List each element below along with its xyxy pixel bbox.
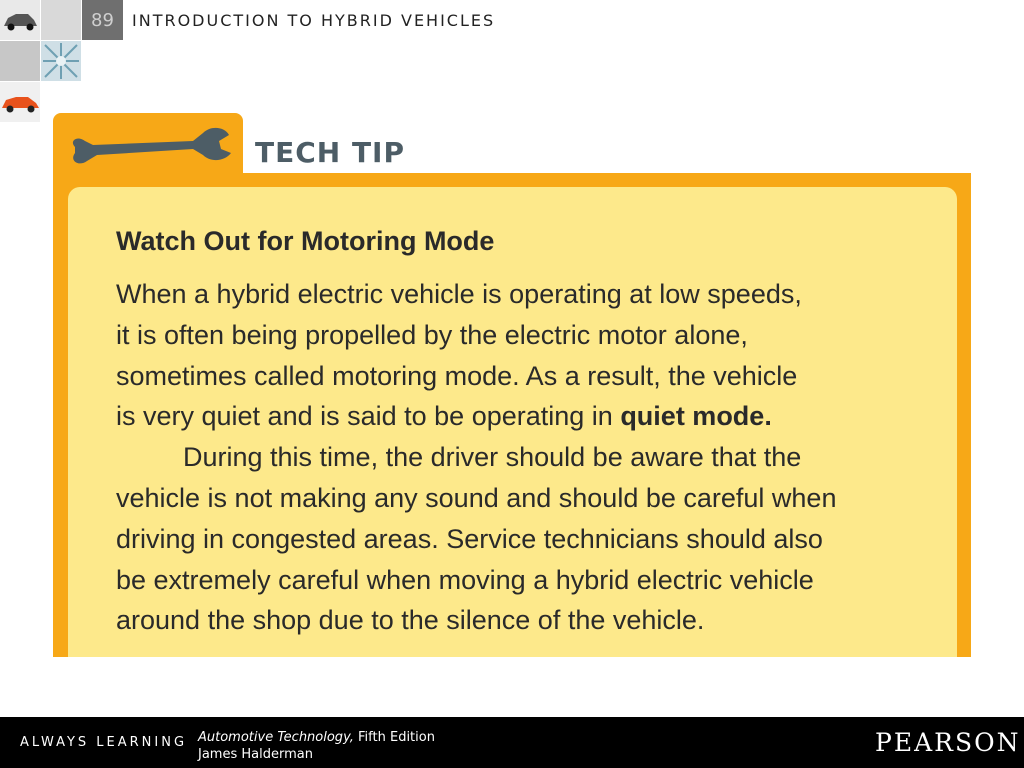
book-edition: Fifth Edition	[353, 730, 435, 745]
book-title: Automotive Technology,	[198, 730, 354, 745]
red-car-thumbnail-image	[0, 82, 40, 122]
body-line: driving in congested areas. Service technicians should also	[116, 523, 823, 554]
grey-thumbnail-image	[0, 41, 40, 81]
body-line: around the shop due to the silence of the vehicle.	[116, 605, 705, 636]
tech-tip-heading: Watch Out for Motoring Mode	[116, 226, 495, 256]
chapter-title: INTRODUCTION TO HYBRID VEHICLES	[132, 11, 496, 30]
pearson-logo: PEARSON	[875, 728, 1021, 757]
page-number: 89	[82, 0, 123, 40]
body-line: be extremely careful when moving a hybrid electric vehicle	[116, 564, 814, 595]
turbine-thumbnail-image	[41, 41, 81, 81]
tech-tip-body	[116, 274, 956, 641]
body-line: vehicle is not making any sound and should be careful when	[116, 482, 837, 513]
body-line: is very quiet and is said to be operating in	[116, 401, 621, 432]
book-citation	[198, 729, 435, 763]
body-line: When a hybrid electric vehicle is operating at low speeds,	[116, 279, 802, 309]
body-line: sometimes called motoring mode. As a result, the vehicle	[116, 360, 798, 391]
paragraph-2	[116, 437, 956, 641]
tech-tip-label: TECH TIP	[255, 136, 405, 169]
car-thumbnail-image	[0, 0, 40, 40]
grey-thumbnail-image	[41, 0, 81, 40]
quiet-mode-term: quiet mode.	[620, 401, 772, 432]
book-author: James Halderman	[198, 747, 313, 762]
body-line: During this time, the driver should be aware that the	[183, 442, 802, 473]
body-line: it is often being propelled by the electric motor alone,	[116, 319, 748, 350]
paragraph-1	[116, 274, 956, 437]
footer-tagline: ALWAYS LEARNING	[20, 735, 188, 750]
